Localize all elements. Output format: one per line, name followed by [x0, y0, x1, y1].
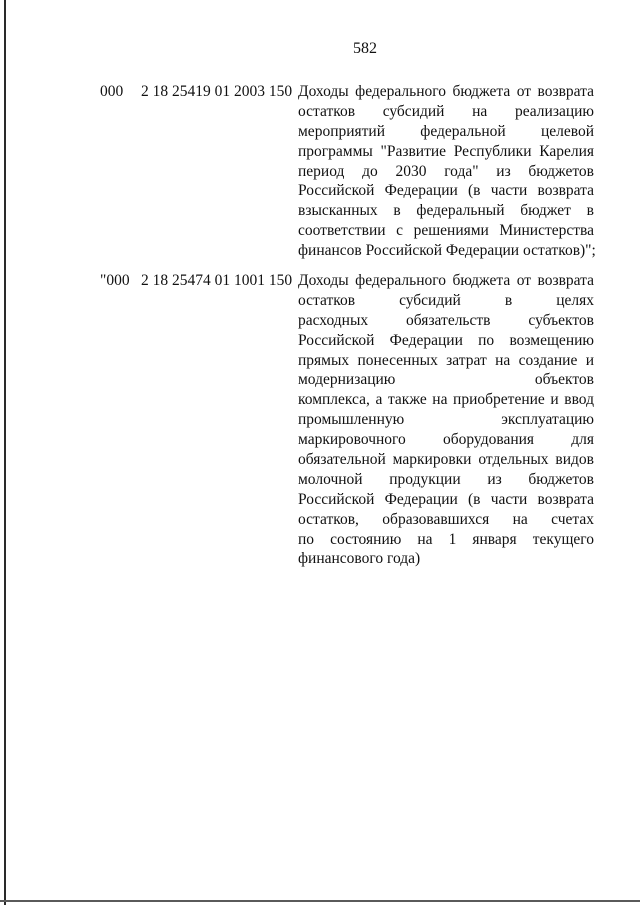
description-line: по состоянию на 1 января текущего	[298, 530, 594, 548]
budget-classification-code: 2 18 25419 01 2003 150	[141, 83, 293, 100]
budget-classification-code: 2 18 25474 01 1001 150	[141, 272, 293, 289]
entry-prefix: "000	[100, 272, 130, 289]
description-line: остатков, образовавшихся на счетах	[298, 510, 594, 528]
description-line: период до 2030 года" из бюджетов	[298, 162, 594, 180]
description-line: мероприятий федеральной целевой	[298, 122, 594, 140]
description-line: модернизацию объектов	[298, 371, 594, 389]
entry-prefix: 000	[100, 83, 124, 100]
page-number: 582	[353, 40, 377, 57]
description-line: молочной продукции из бюджетов	[298, 470, 594, 488]
description-line: промышленную эксплуатацию	[298, 411, 594, 429]
description-line: расходных обязательств субъектов	[298, 311, 594, 329]
description-line: Российской Федерации (в части возврата	[298, 490, 594, 508]
description-line: Российской Федерации (в части возврата	[298, 182, 594, 200]
description-line: Российской Федерации по возмещению	[298, 331, 594, 349]
description-line: финансов Российской Федерации остатков)";	[298, 242, 596, 260]
description-line: комплекса, а также на приобретение и ввод	[298, 391, 594, 409]
scan-bottom-edge	[0, 900, 640, 902]
description-line: финансового года)	[298, 550, 421, 568]
description-line: взысканных в федеральный бюджет в	[298, 202, 594, 220]
entry-description	[298, 271, 594, 569]
description-line: обязательной маркировки отдельных видов	[298, 451, 594, 469]
entry-description	[298, 82, 594, 261]
scan-left-edge	[4, 0, 6, 905]
description-line: остатков субсидий на реализацию	[298, 102, 594, 120]
description-line: Доходы федерального бюджета от возврата	[298, 272, 594, 289]
description-line: остатков субсидий в целях	[298, 291, 594, 309]
description-line: прямых понесенных затрат на создание и	[298, 351, 594, 369]
description-line: программы "Развитие Республики Карелия	[298, 142, 594, 160]
description-line: маркировочного оборудования для	[298, 431, 594, 449]
description-line: соответствии с решениями Министерства	[298, 222, 594, 240]
description-line: Доходы федерального бюджета от возврата	[298, 83, 594, 100]
